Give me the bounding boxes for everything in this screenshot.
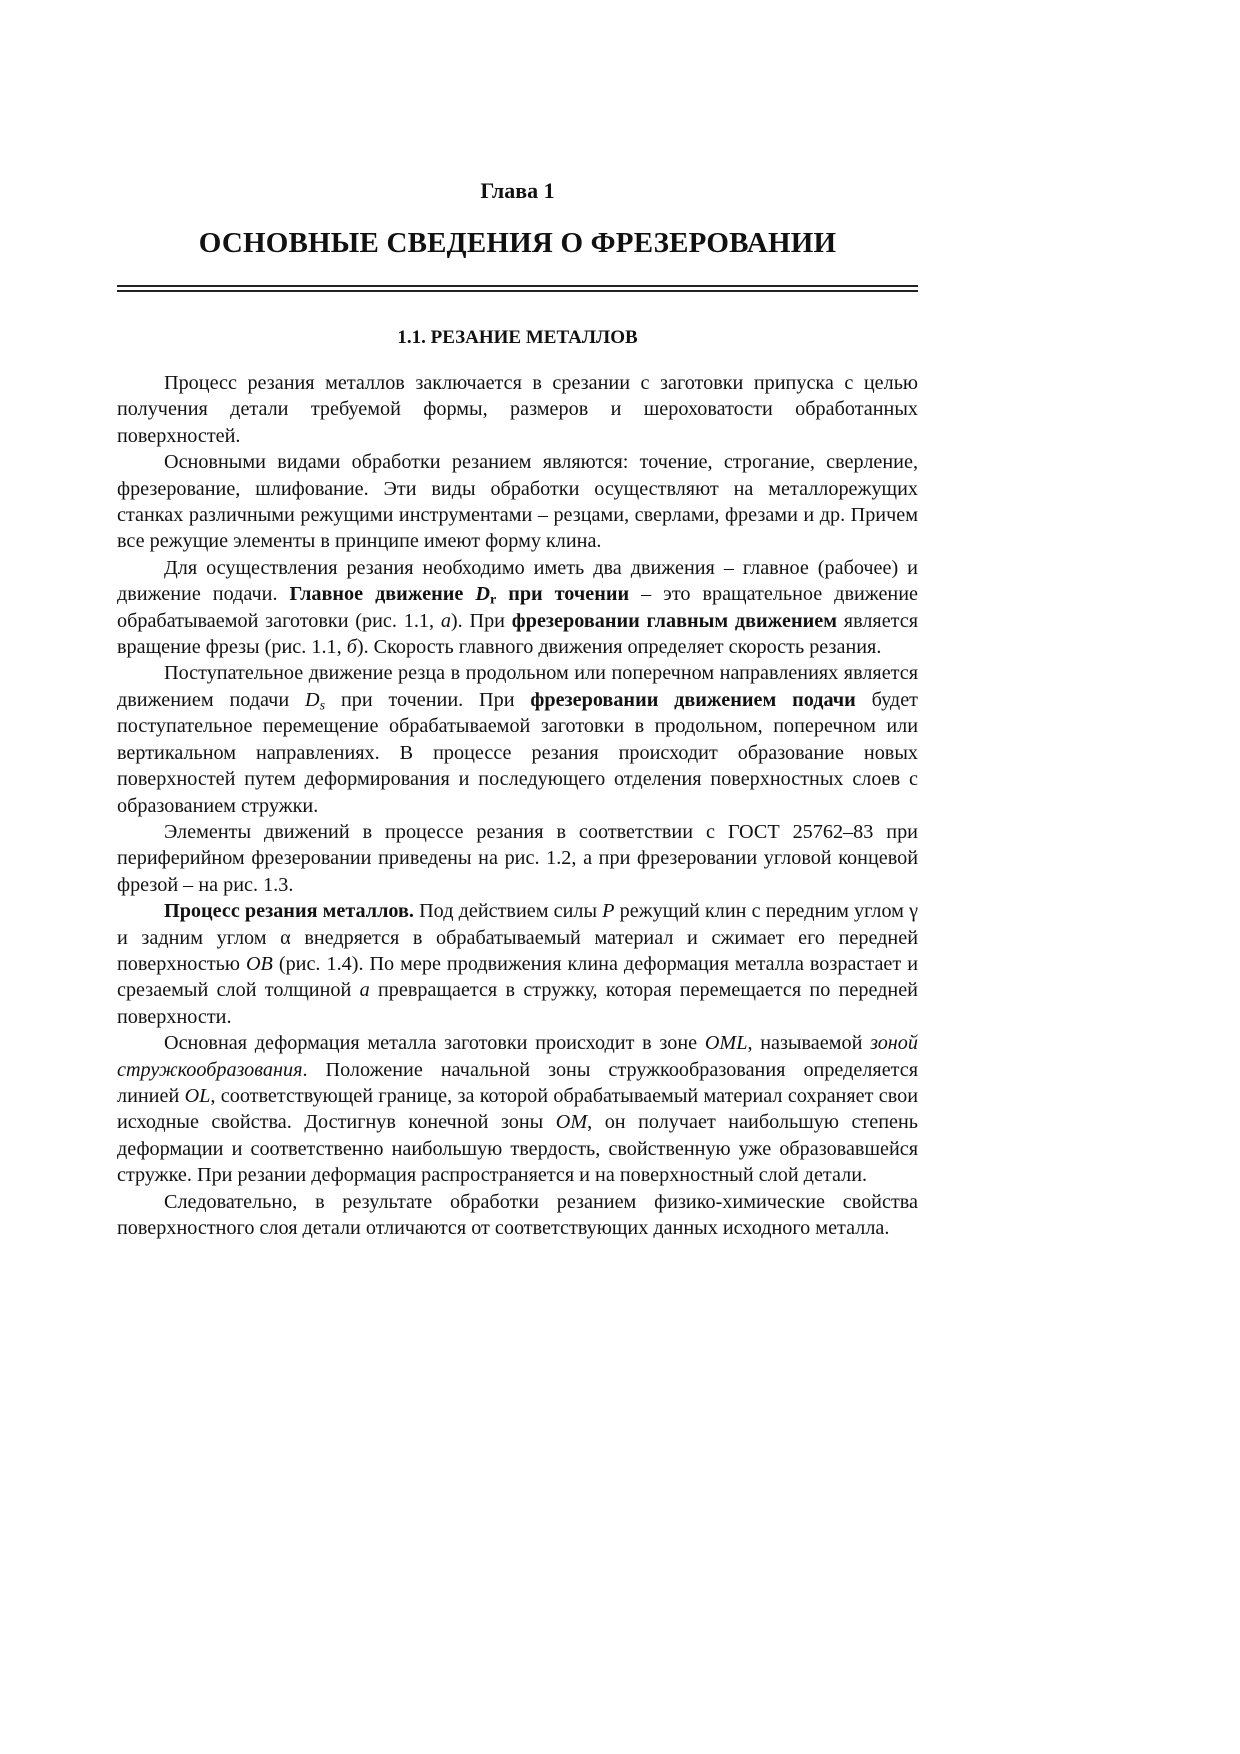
- paragraph-6: [117, 898, 918, 1030]
- variable-symbol: D: [475, 583, 490, 606]
- paragraph-6-text: режущий клин с передним углом γ и задним углом α внедряется в обрабатываемый материал и сжимает его передней поверхностью: [117, 900, 918, 975]
- bold-term-text: Главное движение: [289, 583, 476, 606]
- paragraph-3-text: Для осуществления резания необходимо иметь два движения – главное (рабочее) и движение подачи.: [117, 556, 918, 606]
- bold-term: фрезеровании движением подачи: [530, 688, 856, 711]
- variable-subscript: r: [489, 591, 497, 608]
- paragraph-8-text: Следовательно, в результате обработки резанием физико-химические свойства поверхностного слоя детали отличаются от соответствующих данных исходного металла.: [117, 1190, 918, 1239]
- paragraph-7-text: , называемой: [747, 1032, 871, 1055]
- paragraph-2: [117, 449, 918, 555]
- paragraph-4-text: Поступательное движение резца в продольном или поперечном направлениях является движением подачи: [117, 662, 918, 711]
- double-rule-divider: [117, 285, 918, 292]
- variable-symbol: OB: [245, 952, 273, 975]
- paragraph-2-text: Основными видами обработки резанием являются: точение, строгание, сверление, фрезерование, шлифование. Эти виды обработки осуществляют на металлорежущих станках различными режущими инструментами – резцами, сверлами, фрезами и др. Причем все режущие элементы в принципе имеют форму клина.: [117, 451, 918, 553]
- document-page: [117, 0, 918, 1754]
- bold-term-text: при точении: [496, 583, 630, 606]
- paragraph-7-text: , он получает наибольшую степень деформации и соответственно наибольшую твердость, свойственную уже образовавшейся стружке. При резании деформация распространяется и на поверхностный слой детали.: [117, 1111, 918, 1187]
- bold-term: Процесс резания металлов.: [164, 900, 414, 923]
- paragraph-7-text: . Положение начальной зоны стружкообразования определяется линией: [117, 1058, 918, 1107]
- paragraph-3-text: ). Скорость главного движения определяет скорость резания.: [356, 636, 882, 659]
- variable-symbol: P: [602, 900, 615, 923]
- paragraph-3-text: – это вращательное движение обрабатываемой заготовки (рис. 1.1,: [117, 583, 918, 632]
- paragraph-8: [117, 1189, 918, 1242]
- paragraph-6-text: (рис. 1.4). По мере продвижения клина деформация металла возрастает и срезаемый слой толщиной: [117, 952, 918, 1002]
- paragraph-1-text: Процесс резания металлов заключается в срезании с заготовки припуска с целью получения детали требуемой формы, размеров и шероховатости обработанных поверхностей.: [117, 372, 918, 447]
- italic-term: зоной стружкообразования: [117, 1032, 918, 1081]
- paragraph-3-text: является вращение фрезы (рис. 1.1,: [117, 609, 918, 659]
- figure-part-label: б: [346, 636, 357, 659]
- paragraph-3: [117, 555, 918, 661]
- variable-symbol: OM: [555, 1111, 588, 1134]
- paragraph-7-text: Основная деформация металла заготовки происходит в зоне: [164, 1032, 705, 1055]
- paragraph-5: [117, 819, 918, 898]
- paragraph-1: [117, 370, 918, 449]
- paragraph-4: [117, 660, 918, 818]
- variable-subscript-text: s: [319, 697, 326, 714]
- paragraph-6-text: превращается в стружку, которая перемещается по передней поверхности.: [117, 979, 918, 1028]
- bold-term: [289, 583, 630, 608]
- bold-term: фрезеровании главным движением: [511, 609, 837, 632]
- variable-symbol: OL: [184, 1084, 211, 1107]
- paragraph-7: [117, 1030, 918, 1188]
- paragraph-6-text: Под действием силы: [413, 900, 603, 923]
- paragraph-4-text: будет поступательное перемещение обрабатываемой заготовки в продольном, поперечном или вертикальном направлениях. В процессе резания происходит образование новых поверхностей путем деформирования и последующего отделения поверхностных слоев с образованием стружки.: [117, 688, 918, 817]
- paragraph-5-text: Элементы движений в процессе резания в соответствии с ГОСТ 25762–83 при периферийном фрезеровании приведены на рис. 1.2, а при фрезеровании угловой концевой фрезой – на рис. 1.3.: [117, 820, 918, 896]
- chapter-title: ОСНОВНЫЕ СВЕДЕНИЯ О ФРЕЗЕРОВАНИИ: [198, 227, 837, 259]
- paragraph-4-text: при точении. При: [325, 688, 531, 711]
- section-title: 1.1. РЕЗАНИЕ МЕТАЛЛОВ: [397, 327, 638, 348]
- variable-symbol: a: [359, 979, 370, 1002]
- figure-part-label: а: [440, 609, 451, 632]
- chapter-label: Глава 1: [480, 178, 555, 203]
- variable-symbol: OML: [704, 1032, 748, 1055]
- body-text: [117, 370, 918, 1241]
- variable-symbol: D: [305, 688, 320, 711]
- paragraph-7-text: , соответствующей границе, за которой обрабатываемый материал сохраняет свои исходные свойства. Достигнув конечной зоны: [117, 1084, 918, 1134]
- paragraph-3-text: ). При: [450, 609, 512, 632]
